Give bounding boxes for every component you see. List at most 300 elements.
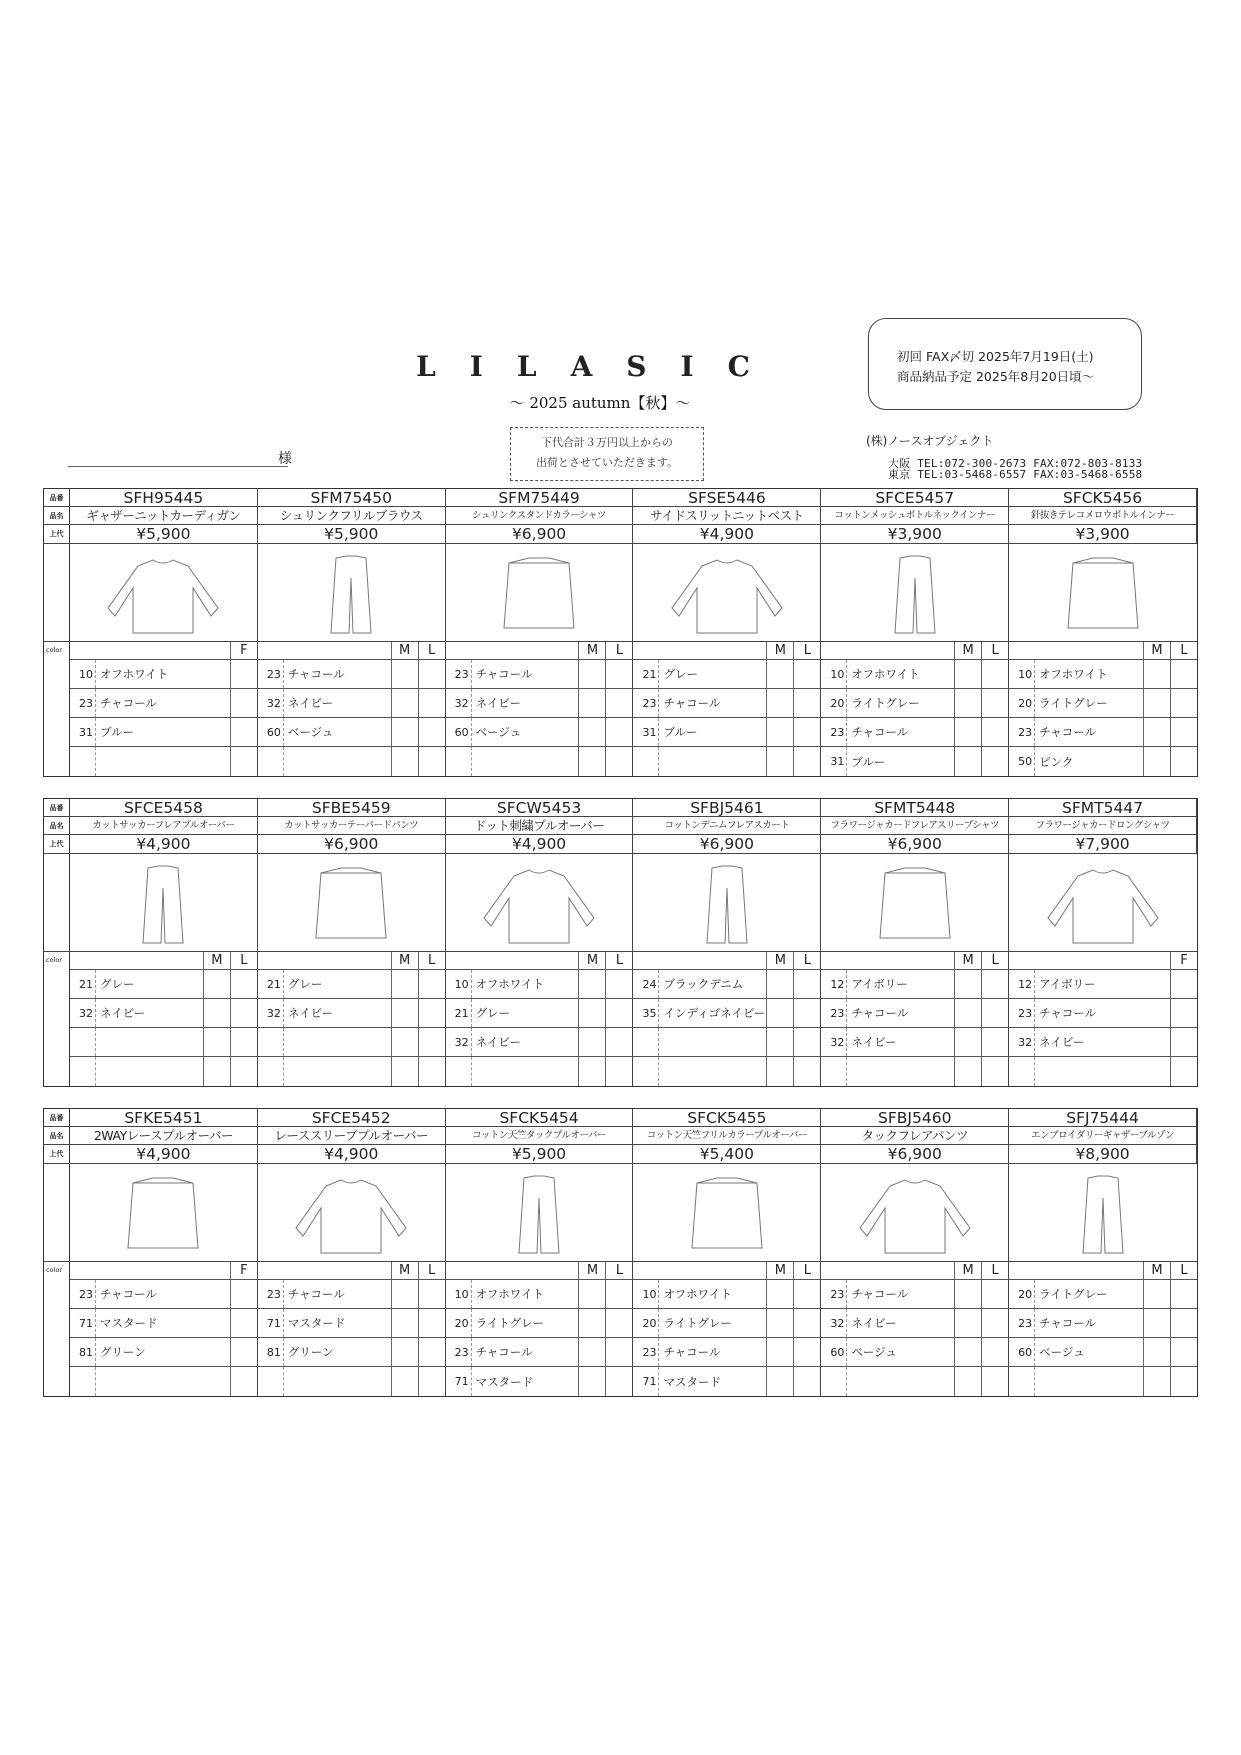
color-name: ネイビー xyxy=(475,696,521,710)
quantity-input[interactable] xyxy=(605,999,632,1027)
size-label: F xyxy=(230,642,257,659)
quantity-input[interactable] xyxy=(203,1028,230,1056)
quantity-input[interactable] xyxy=(981,1367,1008,1396)
color-row xyxy=(258,718,445,747)
garment-sketch-icon xyxy=(281,548,421,638)
color-code: 32 xyxy=(446,1028,472,1056)
color-code xyxy=(258,747,284,776)
quantity-input[interactable] xyxy=(954,970,981,998)
label-code: 品番 xyxy=(44,799,70,817)
quantity-input[interactable] xyxy=(605,689,632,717)
quantity-input[interactable] xyxy=(981,999,1008,1027)
quantity-input[interactable] xyxy=(766,747,793,776)
quantity-input[interactable] xyxy=(230,718,257,746)
quantity-input[interactable] xyxy=(1143,1309,1170,1337)
quantity-input[interactable] xyxy=(793,718,820,746)
quantity-input[interactable] xyxy=(391,1309,418,1337)
color-row xyxy=(1009,689,1197,718)
quantity-input[interactable] xyxy=(418,1028,445,1056)
quantity-input[interactable] xyxy=(418,1338,445,1366)
product-sketch xyxy=(633,1164,821,1262)
quantity-input[interactable] xyxy=(578,1338,605,1366)
color-row xyxy=(446,999,633,1028)
color-name: チャコール xyxy=(851,1287,909,1301)
size-header-spacer xyxy=(258,1262,391,1279)
garment-sketch-icon xyxy=(469,548,609,638)
size-label: L xyxy=(793,1262,820,1279)
color-name: ブルー xyxy=(851,754,886,769)
product-name: 2WAYレースプルオーバー xyxy=(70,1127,258,1145)
quantity-input[interactable] xyxy=(578,970,605,998)
color-row xyxy=(1009,747,1197,776)
quantity-input[interactable] xyxy=(954,999,981,1027)
label-color: color xyxy=(44,642,70,776)
size-label: M xyxy=(1143,1262,1170,1279)
quantity-input[interactable] xyxy=(1143,1367,1170,1396)
color-name: チャコール xyxy=(287,667,345,681)
product-price: ¥6,900 xyxy=(821,1145,1009,1164)
quantity-input[interactable] xyxy=(203,999,230,1027)
color-name: ライトグレー xyxy=(851,696,920,710)
quantity-input[interactable] xyxy=(981,747,1008,776)
color-name: チャコール xyxy=(851,725,909,739)
quantity-input[interactable] xyxy=(605,1028,632,1056)
color-code: 32 xyxy=(70,999,96,1027)
color-name: マスタード xyxy=(100,1316,158,1330)
quantity-input[interactable] xyxy=(230,1057,257,1086)
quantity-input[interactable] xyxy=(793,1280,820,1308)
color-row xyxy=(1009,718,1197,747)
product-sketch xyxy=(446,544,634,642)
color-name: ネイビー xyxy=(851,1316,897,1330)
color-name: チャコール xyxy=(663,1345,721,1359)
quantity-input[interactable] xyxy=(418,999,445,1027)
color-row xyxy=(821,1309,1008,1338)
product-code: SFBJ5461 xyxy=(633,799,821,817)
quantity-input[interactable] xyxy=(766,689,793,717)
color-name: ライトグレー xyxy=(475,1316,545,1330)
size-header-spacer xyxy=(446,642,579,659)
quantity-input[interactable] xyxy=(1143,1280,1170,1308)
quantity-input[interactable] xyxy=(954,1028,981,1056)
quantity-input[interactable] xyxy=(578,1280,605,1308)
color-row xyxy=(446,1338,633,1367)
size-label: L xyxy=(981,952,1008,969)
order-grid xyxy=(446,952,634,1086)
order-grid xyxy=(821,1262,1009,1396)
quantity-input[interactable] xyxy=(418,718,445,746)
color-row xyxy=(446,1367,633,1396)
quantity-input[interactable] xyxy=(793,970,820,998)
quantity-input[interactable] xyxy=(605,1057,632,1086)
color-row xyxy=(821,1028,1008,1057)
quantity-input[interactable] xyxy=(981,689,1008,717)
color-code: 60 xyxy=(821,1338,847,1366)
quantity-input[interactable] xyxy=(578,1309,605,1337)
product-sketch xyxy=(70,854,258,952)
quantity-input[interactable] xyxy=(578,1367,605,1396)
delivery-date: 商品納品予定 2025年8月20日頃～ xyxy=(897,369,1095,384)
quantity-input[interactable] xyxy=(230,1367,257,1396)
color-code xyxy=(70,1057,96,1086)
quantity-input[interactable] xyxy=(230,1338,257,1366)
order-grid xyxy=(70,1262,258,1396)
quantity-input[interactable] xyxy=(793,1309,820,1337)
color-row xyxy=(821,689,1008,718)
quantity-input[interactable] xyxy=(418,747,445,776)
fax-deadline: 初回 FAX〆切 2025年7月19日(土) xyxy=(897,349,1094,364)
color-name: ブルー xyxy=(663,725,698,739)
color-row xyxy=(446,1309,633,1338)
product-sketch xyxy=(1009,854,1197,952)
color-code: 31 xyxy=(821,747,847,776)
size-label: L xyxy=(605,1262,632,1279)
color-code: 20 xyxy=(821,689,847,717)
customer-name-line[interactable] xyxy=(68,450,292,467)
contact-tokyo: 東京 TEL:03-5468-6557 FAX:03-5468-6558 xyxy=(888,468,1143,481)
quantity-input[interactable] xyxy=(793,747,820,776)
quantity-input[interactable] xyxy=(391,1280,418,1308)
quantity-input[interactable] xyxy=(203,970,230,998)
color-name: アイボリー xyxy=(851,977,908,991)
quantity-input[interactable] xyxy=(605,1338,632,1366)
color-row xyxy=(633,1338,820,1367)
size-header-spacer xyxy=(633,1262,766,1279)
quantity-input[interactable] xyxy=(1170,1057,1197,1086)
quantity-input[interactable] xyxy=(605,970,632,998)
label-code: 品番 xyxy=(44,489,70,507)
size-label: L xyxy=(230,952,257,969)
quantity-input[interactable] xyxy=(766,1367,793,1396)
color-code: 24 xyxy=(633,970,659,998)
quantity-input[interactable] xyxy=(793,1367,820,1396)
quantity-input[interactable] xyxy=(766,1309,793,1337)
product-name: ドット刺繍プルオーバー xyxy=(446,817,634,835)
quantity-input[interactable] xyxy=(230,660,257,688)
size-header-spacer xyxy=(1009,952,1170,969)
size-label: M xyxy=(766,952,793,969)
quantity-input[interactable] xyxy=(391,1028,418,1056)
product-code: SFBJ5460 xyxy=(821,1109,1009,1127)
color-name: オフホワイト xyxy=(475,977,544,991)
quantity-input[interactable] xyxy=(391,689,418,717)
size-label: M xyxy=(766,642,793,659)
size-label: M xyxy=(766,1262,793,1279)
color-code: 60 xyxy=(1009,1338,1035,1366)
quantity-input[interactable] xyxy=(1170,1338,1197,1366)
quantity-input[interactable] xyxy=(418,1057,445,1086)
notice-line-2: 出荷とさせていただきます。 xyxy=(535,456,679,469)
quantity-input[interactable] xyxy=(1170,1367,1197,1396)
size-label: L xyxy=(605,642,632,659)
color-row xyxy=(821,999,1008,1028)
product-sketch xyxy=(258,1164,446,1262)
color-row xyxy=(446,1280,633,1309)
quantity-input[interactable] xyxy=(793,1338,820,1366)
quantity-input[interactable] xyxy=(954,747,981,776)
size-label: M xyxy=(391,1262,418,1279)
quantity-input[interactable] xyxy=(605,1280,632,1308)
customer-suffix: 様 xyxy=(278,451,292,467)
quantity-input[interactable] xyxy=(418,1280,445,1308)
color-row xyxy=(70,1280,257,1309)
quantity-input[interactable] xyxy=(954,1338,981,1366)
quantity-input[interactable] xyxy=(391,999,418,1027)
quantity-input[interactable] xyxy=(954,1367,981,1396)
order-grid xyxy=(633,642,821,776)
garment-sketch-icon xyxy=(845,858,985,948)
season-subtitle: ～ 2025 autumn【秋】～ xyxy=(509,394,691,412)
product-sketch xyxy=(258,544,446,642)
color-name: グレー xyxy=(475,1006,511,1020)
quantity-input[interactable] xyxy=(203,1057,230,1086)
product-sketch xyxy=(70,544,258,642)
product-code: SFM75449 xyxy=(446,489,634,507)
product-name: フラワージャカードロングシャツ xyxy=(1009,817,1197,835)
color-code xyxy=(633,747,659,776)
color-row xyxy=(633,1028,820,1057)
color-code: 20 xyxy=(1009,1280,1035,1308)
size-header-spacer xyxy=(821,642,954,659)
color-row xyxy=(258,999,445,1028)
quantity-input[interactable] xyxy=(230,1028,257,1056)
quantity-input[interactable] xyxy=(230,999,257,1027)
quantity-input[interactable] xyxy=(391,1338,418,1366)
quantity-input[interactable] xyxy=(981,1028,1008,1056)
quantity-input[interactable] xyxy=(1170,970,1197,998)
quantity-input[interactable] xyxy=(1170,747,1197,776)
label-price: 上代 xyxy=(44,1145,70,1164)
quantity-input[interactable] xyxy=(605,747,632,776)
quantity-input[interactable] xyxy=(578,660,605,688)
color-row xyxy=(70,660,257,689)
color-code: 20 xyxy=(446,1309,472,1337)
color-name: ブルー xyxy=(100,725,135,739)
quantity-input[interactable] xyxy=(230,689,257,717)
color-name: ネイビー xyxy=(1039,1035,1085,1049)
product-price: ¥4,900 xyxy=(70,1145,258,1164)
color-code: 21 xyxy=(446,999,472,1027)
quantity-input[interactable] xyxy=(391,1057,418,1086)
color-code: 20 xyxy=(633,1309,659,1337)
quantity-input[interactable] xyxy=(766,660,793,688)
product-price: ¥6,900 xyxy=(633,835,821,854)
quantity-input[interactable] xyxy=(605,1367,632,1396)
color-name: グレー xyxy=(663,667,698,681)
color-code: 71 xyxy=(633,1367,659,1396)
color-name xyxy=(472,747,579,776)
quantity-input[interactable] xyxy=(418,660,445,688)
color-name: チャコール xyxy=(1039,1006,1097,1020)
quantity-input[interactable] xyxy=(766,718,793,746)
product-code: SFCW5453 xyxy=(446,799,634,817)
color-row xyxy=(70,999,257,1028)
size-header-spacer xyxy=(633,952,766,969)
color-row xyxy=(446,1028,633,1057)
quantity-input[interactable] xyxy=(793,1028,820,1056)
deadline-box xyxy=(868,318,1142,410)
quantity-input[interactable] xyxy=(766,1057,793,1086)
color-row xyxy=(821,1057,1008,1086)
order-grid xyxy=(446,642,634,776)
quantity-input[interactable] xyxy=(954,1057,981,1086)
product-name: エンブロイダリーギャザーブルゾン xyxy=(1009,1127,1197,1145)
quantity-input[interactable] xyxy=(418,1367,445,1396)
quantity-input[interactable] xyxy=(418,1309,445,1337)
size-header-spacer xyxy=(821,1262,954,1279)
quantity-input[interactable] xyxy=(578,689,605,717)
product-code: SFSE5446 xyxy=(633,489,821,507)
quantity-input[interactable] xyxy=(391,660,418,688)
quantity-input[interactable] xyxy=(981,1309,1008,1337)
quantity-input[interactable] xyxy=(1170,689,1197,717)
quantity-input[interactable] xyxy=(605,660,632,688)
size-label: M xyxy=(391,642,418,659)
color-row xyxy=(1009,1309,1197,1338)
quantity-input[interactable] xyxy=(578,718,605,746)
color-code: 32 xyxy=(446,689,472,717)
color-code: 10 xyxy=(1009,660,1035,688)
quantity-input[interactable] xyxy=(981,718,1008,746)
product-block-1 xyxy=(43,488,1198,777)
color-code: 60 xyxy=(446,718,472,746)
quantity-input[interactable] xyxy=(391,718,418,746)
quantity-input[interactable] xyxy=(1170,999,1197,1027)
quantity-input[interactable] xyxy=(766,1338,793,1366)
color-row xyxy=(258,1057,445,1086)
product-code: SFMT5448 xyxy=(821,799,1009,817)
quantity-input[interactable] xyxy=(230,970,257,998)
quantity-input[interactable] xyxy=(793,999,820,1027)
quantity-input[interactable] xyxy=(578,1028,605,1056)
color-name: チャコール xyxy=(475,1345,533,1359)
quantity-input[interactable] xyxy=(954,1309,981,1337)
color-name: ベージュ xyxy=(1039,1345,1085,1359)
quantity-input[interactable] xyxy=(605,1309,632,1337)
color-name xyxy=(659,1057,766,1086)
quantity-input[interactable] xyxy=(418,970,445,998)
quantity-input[interactable] xyxy=(954,1280,981,1308)
quantity-input[interactable] xyxy=(954,660,981,688)
quantity-input[interactable] xyxy=(605,718,632,746)
quantity-input[interactable] xyxy=(954,718,981,746)
quantity-input[interactable] xyxy=(1143,660,1170,688)
color-name: ピンク xyxy=(1039,754,1074,769)
color-row xyxy=(821,970,1008,999)
color-row xyxy=(258,660,445,689)
quantity-input[interactable] xyxy=(766,999,793,1027)
color-code: 21 xyxy=(70,970,96,998)
quantity-input[interactable] xyxy=(954,689,981,717)
quantity-input[interactable] xyxy=(1170,718,1197,746)
quantity-input[interactable] xyxy=(1143,689,1170,717)
color-name: ネイビー xyxy=(287,1006,334,1020)
quantity-input[interactable] xyxy=(1170,1280,1197,1308)
product-price: ¥5,900 xyxy=(70,525,258,544)
color-name: チャコール xyxy=(851,1006,909,1020)
quantity-input[interactable] xyxy=(1170,1028,1197,1056)
quantity-input[interactable] xyxy=(1143,718,1170,746)
quantity-input[interactable] xyxy=(230,747,257,776)
color-row xyxy=(446,660,633,689)
quantity-input[interactable] xyxy=(391,970,418,998)
quantity-input[interactable] xyxy=(766,1280,793,1308)
quantity-input[interactable] xyxy=(1170,660,1197,688)
quantity-input[interactable] xyxy=(981,1057,1008,1086)
color-code: 23 xyxy=(1009,1309,1035,1337)
color-row xyxy=(821,1367,1008,1396)
size-label: M xyxy=(578,952,605,969)
color-code: 23 xyxy=(821,999,847,1027)
quantity-input[interactable] xyxy=(981,1338,1008,1366)
product-code: SFCK5456 xyxy=(1009,489,1197,507)
quantity-input[interactable] xyxy=(391,747,418,776)
quantity-input[interactable] xyxy=(578,1057,605,1086)
color-row xyxy=(70,970,257,999)
color-code xyxy=(1009,1057,1035,1086)
color-row xyxy=(258,689,445,718)
quantity-input[interactable] xyxy=(981,660,1008,688)
quantity-input[interactable] xyxy=(793,689,820,717)
color-row xyxy=(258,747,445,776)
product-sketch xyxy=(446,854,634,952)
product-price: ¥5,400 xyxy=(633,1145,821,1164)
quantity-input[interactable] xyxy=(578,999,605,1027)
color-code: 23 xyxy=(633,689,659,717)
quantity-input[interactable] xyxy=(391,1367,418,1396)
quantity-input[interactable] xyxy=(793,660,820,688)
color-code: 71 xyxy=(258,1309,284,1337)
quantity-input[interactable] xyxy=(766,1028,793,1056)
color-code: 23 xyxy=(258,660,284,688)
quantity-input[interactable] xyxy=(981,1280,1008,1308)
garment-sketch-icon xyxy=(657,548,797,638)
quantity-input[interactable] xyxy=(1143,1338,1170,1366)
color-code: 23 xyxy=(446,1338,472,1366)
color-name: オフホワイト xyxy=(663,1287,732,1301)
garment-sketch-icon xyxy=(469,1168,609,1258)
product-name: タックフレアパンツ xyxy=(821,1127,1009,1145)
quantity-input[interactable] xyxy=(418,689,445,717)
quantity-input[interactable] xyxy=(230,1309,257,1337)
color-name: グレー xyxy=(100,977,135,991)
quantity-input[interactable] xyxy=(793,1057,820,1086)
contact-info xyxy=(888,458,1142,480)
color-name xyxy=(96,747,230,776)
order-grid xyxy=(1009,642,1197,776)
color-row xyxy=(1009,999,1197,1028)
quantity-input[interactable] xyxy=(766,970,793,998)
quantity-input[interactable] xyxy=(1170,1309,1197,1337)
product-code: SFKE5451 xyxy=(70,1109,258,1127)
quantity-input[interactable] xyxy=(230,1280,257,1308)
size-header-spacer xyxy=(633,642,766,659)
color-name: グレー xyxy=(287,977,323,991)
size-header-spacer xyxy=(446,1262,579,1279)
quantity-input[interactable] xyxy=(981,970,1008,998)
color-code: 10 xyxy=(70,660,96,688)
color-row xyxy=(1009,1367,1197,1396)
color-code: 23 xyxy=(70,1280,96,1308)
size-label: L xyxy=(793,642,820,659)
color-name xyxy=(847,1367,954,1396)
garment-sketch-icon xyxy=(1033,548,1173,638)
color-row xyxy=(446,689,633,718)
quantity-input[interactable] xyxy=(578,747,605,776)
quantity-input[interactable] xyxy=(1143,747,1170,776)
color-row xyxy=(821,1280,1008,1309)
brand-title: LILASIC xyxy=(416,350,784,383)
